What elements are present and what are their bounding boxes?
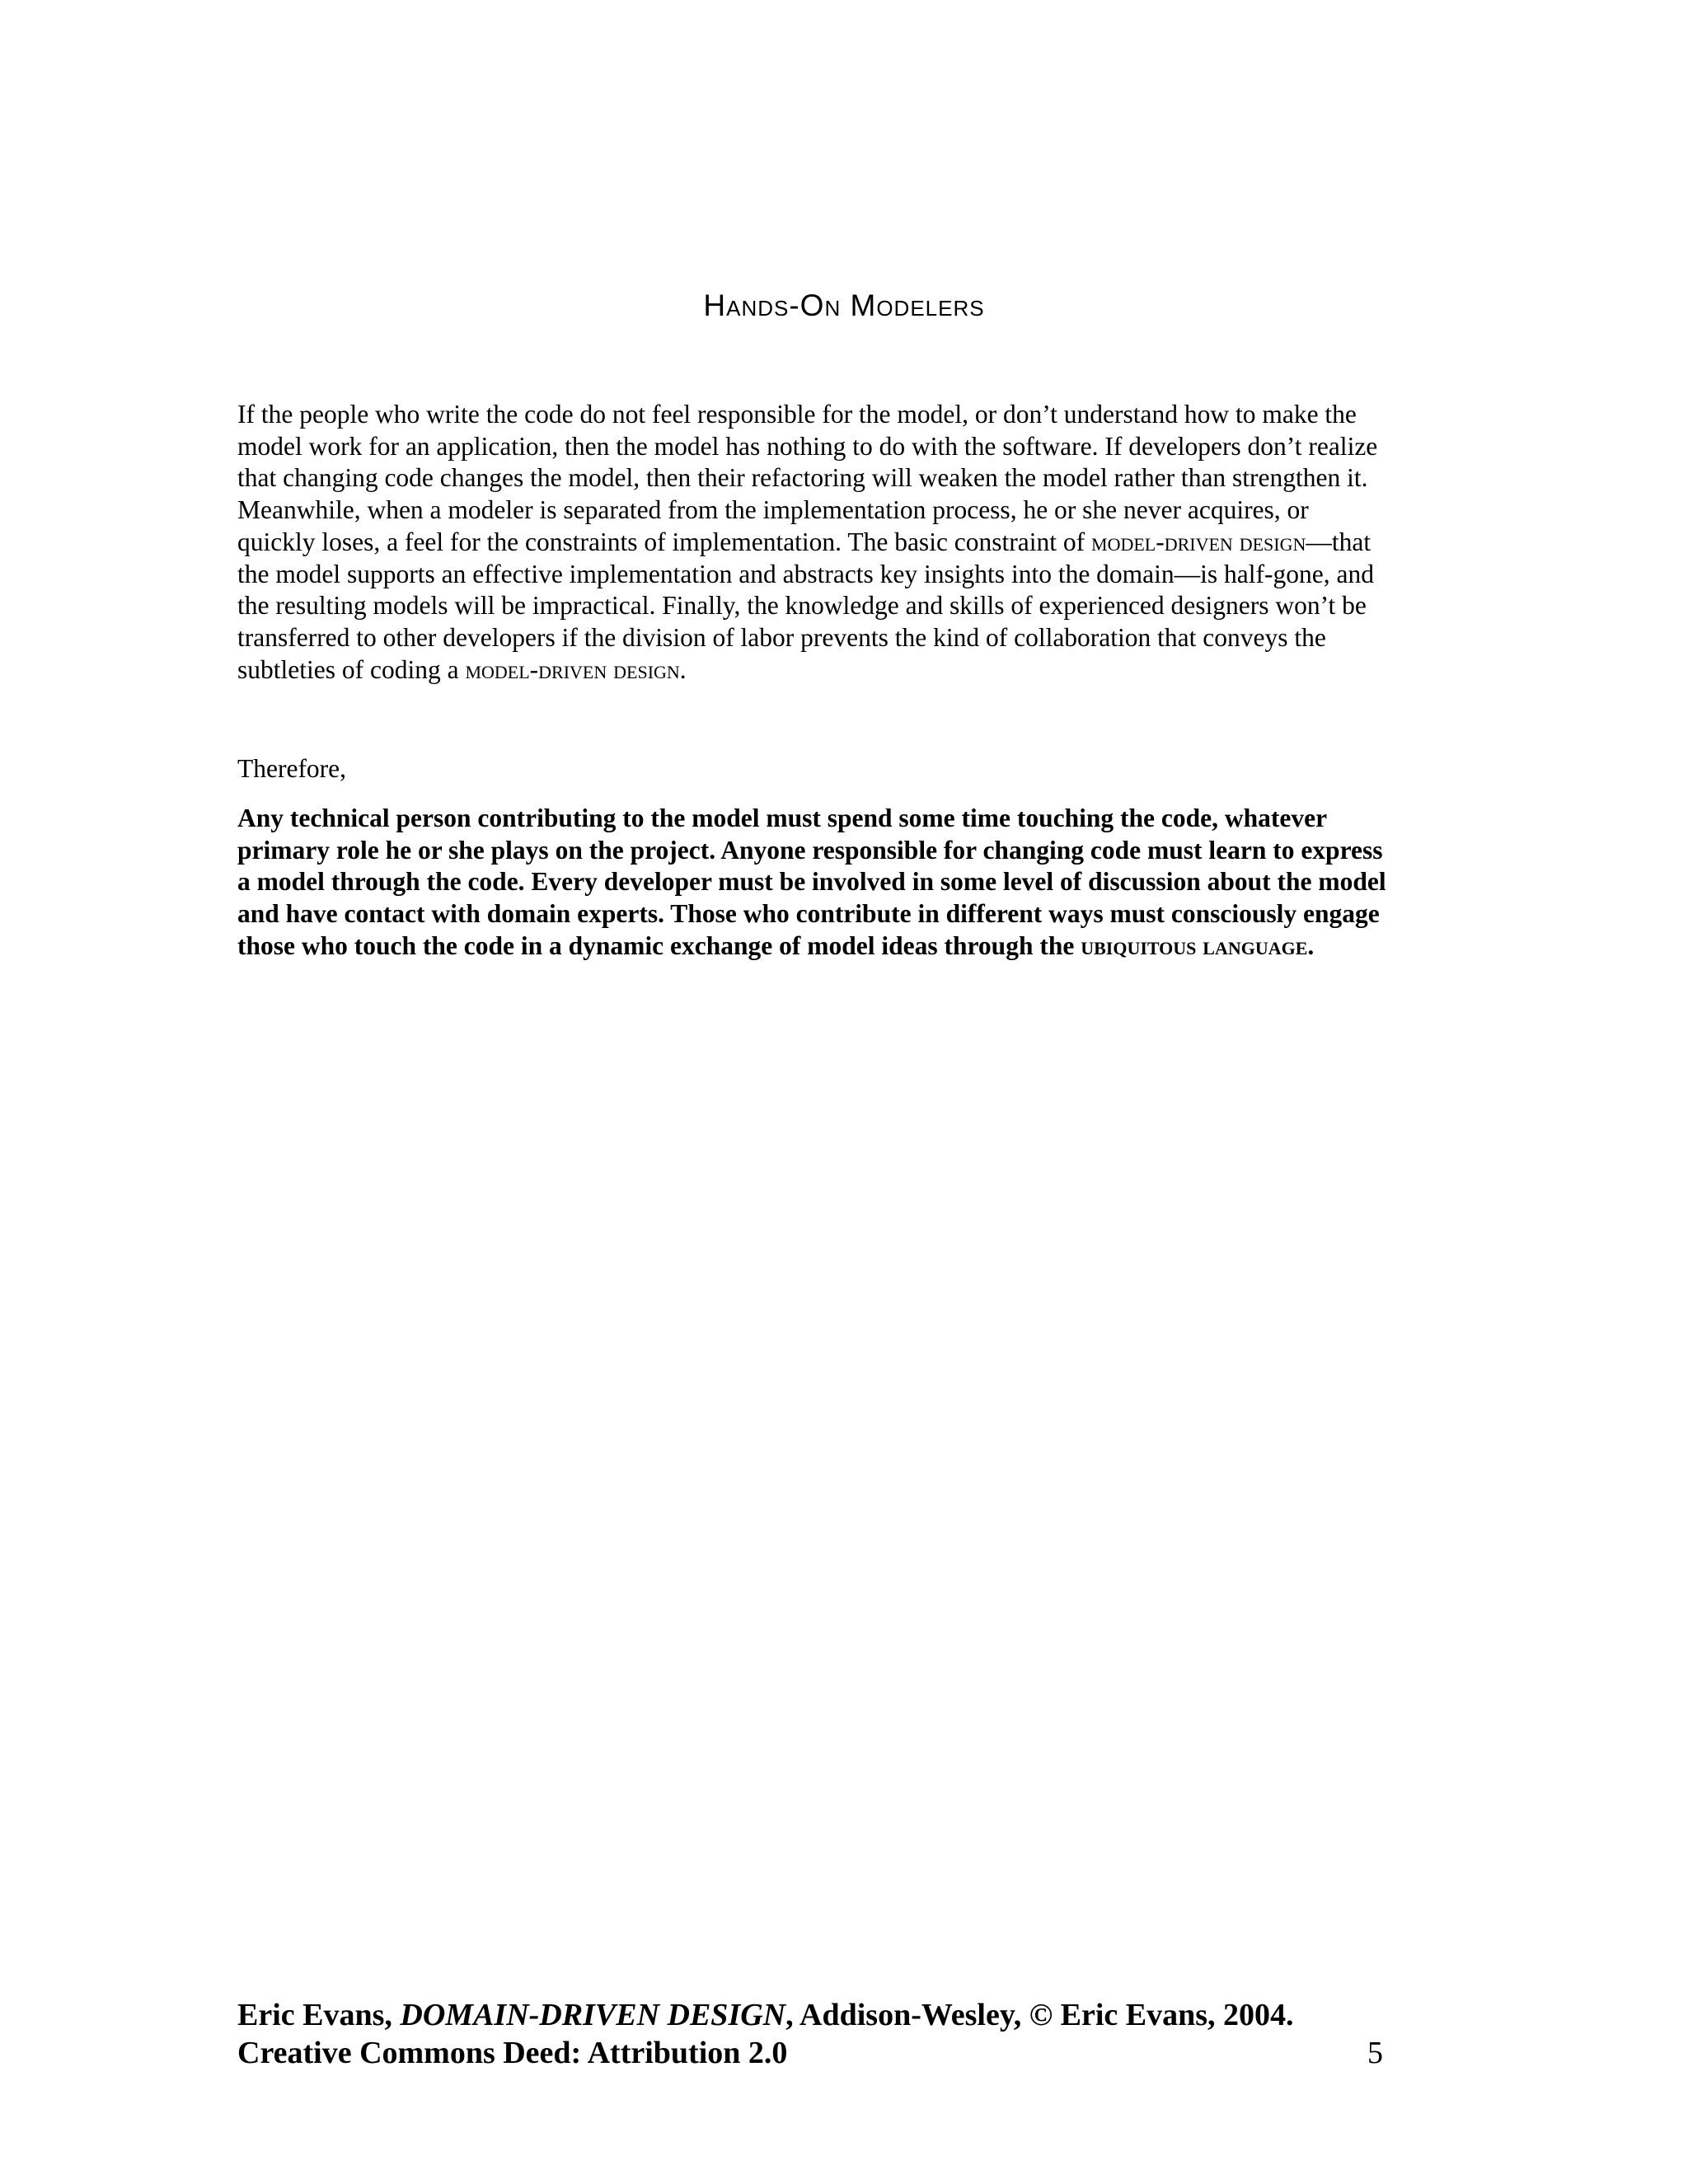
term-ubiquitous-language: ubiquitous language xyxy=(1081,930,1308,960)
paragraph-text: —that the model supports an effective implementation and abstracts key insights into the domain—is half-gone, and the resulting models will be impractical. Finally, the knowledge and skills of experienced designers won’t be transferred to other developers if the division of labor prevents the kind of collaboration that conveys the subtleties of coding a xyxy=(237,527,1374,684)
footer-license: Creative Commons Deed: Attribution 2.0 xyxy=(237,2036,788,2070)
paragraph-text: If the people who write the code do not feel responsible for the model, or don’t understand how to make the model work for an application, then the model has nothing to do with the software. If developers don’t realize that changing code changes the model, then their refactoring will weaken the model rather than strengthen it. Meanwhile, when a modeler is separated from the implementation process, he or she never acquires, or quickly loses, a feel for the constraints of implementation. The basic constraint of xyxy=(237,400,1378,556)
footer-publisher: , Addison-Wesley, © Eric Evans, 2004. xyxy=(785,1998,1294,2032)
paragraph-text: Any technical person contributing to the model must spend some time touching the code, whatever primary role he or she plays on the project. Anyone responsible for changing code must learn to express a model through the code. Every developer must be involved in some level of discussion about the model and have contact with domain experts. Those who contribute in different ways must consciously engage those who touch the code in a dynamic exchange of model ideas through the xyxy=(237,804,1386,960)
footer-author: Eric Evans, xyxy=(237,1998,401,2032)
page-number: 5 xyxy=(1367,2036,1383,2070)
term-model-driven-design: model-driven design xyxy=(1091,527,1306,556)
paragraph-text: . xyxy=(679,654,687,684)
footer-book-title: DOMAIN-DRIVEN DESIGN xyxy=(400,1998,786,2032)
footer-citation xyxy=(237,1996,1391,2034)
term-model-driven-design: model-driven design xyxy=(465,654,680,684)
page-footer xyxy=(237,1996,1391,2072)
paragraph-problem xyxy=(237,399,1391,686)
paragraph-solution xyxy=(237,803,1391,963)
paragraph-text: . xyxy=(1307,930,1315,960)
section-title: Hands-On Modelers xyxy=(703,288,985,322)
footer-license-line xyxy=(237,2034,1391,2072)
therefore-text: Therefore, xyxy=(237,754,347,783)
